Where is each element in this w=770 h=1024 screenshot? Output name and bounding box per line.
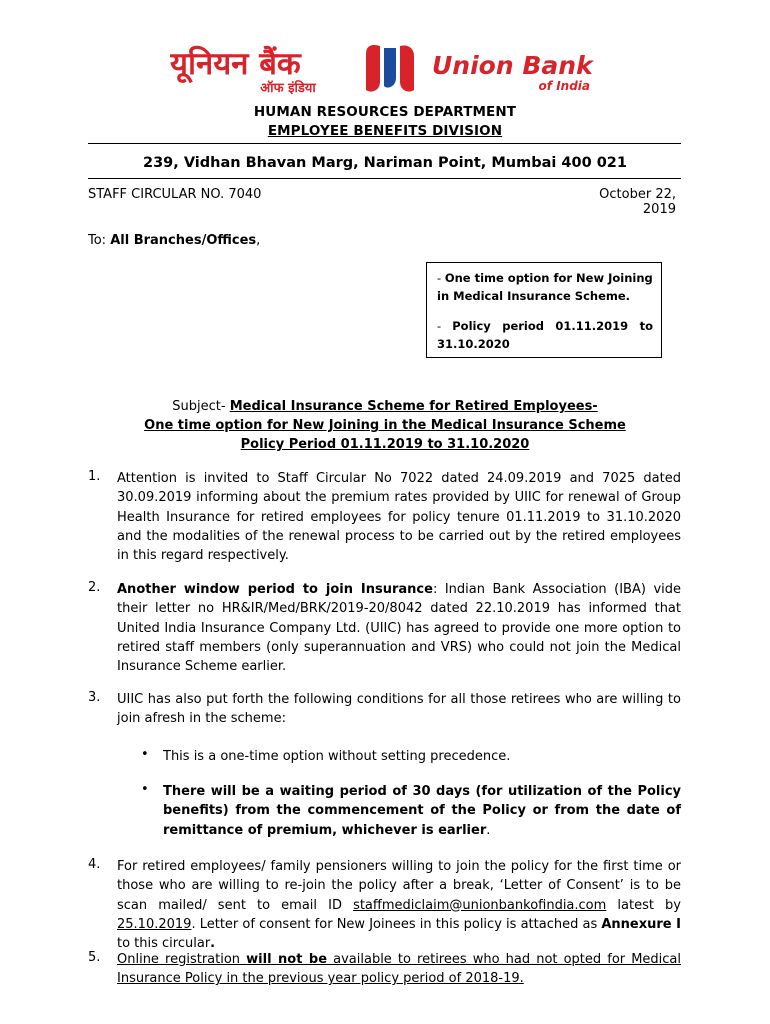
para-3-number: 3. (88, 690, 101, 705)
division-heading: EMPLOYEE BENEFITS DIVISION (267, 123, 503, 139)
bullet-dot-icon: • (141, 782, 149, 797)
to-recipients: All Branches/Offices (110, 233, 257, 248)
para-5-text: Online registration will not be available to retirees who had not opted for Medical Insurance Policy in the previous year policy period of 2018-19. (117, 952, 682, 987)
subject-title: Medical Insurance Scheme for Retired Employees- (229, 399, 598, 414)
subject-label: Subject- (172, 399, 230, 414)
logo-hindi-text: यूनियन बैंक (170, 46, 301, 82)
para-4-text: For retired employees/ family pensioners willing to join the policy for the first time or those who are willing to re-join the policy after a break, ‘Letter of Consent’ is to be scan mailed/ sent to email ID staffmediclaim@unionbankofindia.com latest by 25.10.2019. Letter of consent for New Joinees in this policy is attached as Annexure I to this circular. (117, 859, 681, 952)
address-divider (88, 178, 681, 179)
subject-line-1 (0, 397, 770, 416)
email-link[interactable]: staffmediclaim@unionbankofindia.com (353, 897, 607, 913)
summary-item-2: - Policy period 01.11.2019 to 31.10.2020 (437, 319, 654, 351)
para-2-heading: Another window period to join Insurance (117, 582, 433, 597)
to-suffix: , (256, 233, 261, 248)
annexure-ref: Annexure I (601, 916, 681, 932)
department-heading: HUMAN RESOURCES DEPARTMENT (253, 104, 517, 120)
para-3-bullet-2: There will be a waiting period of 30 days (for utilization of the Policy benefits) from the commencement of the Policy or from the date of remittance of premium, whichever is earlier. (163, 784, 681, 838)
bullet-dot-icon: • (141, 747, 149, 762)
para-3-text: UIIC has also put forth the following conditions for all those retirees who are willing to join afresh in the scheme: (117, 692, 681, 727)
logo-english-text: Union Bank (432, 51, 593, 80)
union-bank-emblem-icon (366, 45, 414, 92)
subject-line-2: One time option for New Joining in the Medical Insurance Scheme (144, 418, 626, 433)
subject-line-3: Policy Period 01.11.2019 to 31.10.2020 (240, 437, 530, 452)
para-3-bullet-1: This is a one-time option without setting precedence. (163, 749, 511, 764)
deadline-date: 25.10.2019 (117, 916, 192, 932)
circular-number: STAFF CIRCULAR NO. 7040 (88, 187, 262, 202)
para-1-number: 1. (88, 469, 101, 484)
summary-box (426, 262, 662, 358)
union-bank-logo (170, 42, 600, 96)
para-1-text: Attention is invited to Staff Circular No 7022 dated 24.09.2019 and 7025 dated 30.09.2019 informing about the premium rates provided by UIIC for renewal of Group Health Insurance for retired employees for policy tenure 01.11.2019 to 31.10.2020 and the modalities of the renewal process to be carried out by the retired employees in this regard respectively. (117, 471, 681, 564)
logo-english-sub: of India (538, 79, 590, 93)
header-divider (88, 143, 681, 144)
logo-hindi-sub: ऑफ इंडिया (260, 81, 316, 96)
circular-date: October 22, 2019 (599, 187, 676, 217)
para-2-number: 2. (88, 580, 101, 595)
para-5-number: 5. (88, 950, 101, 965)
address-line: 239, Vidhan Bhavan Marg, Nariman Point, Mumbai 400 021 (143, 155, 627, 171)
para-4-number: 4. (88, 857, 101, 872)
summary-item-1: - One time option for New Joining in Medical Insurance Scheme. (437, 271, 653, 303)
para-2-text: Another window period to join Insurance: Indian Bank Association (IBA) vide their letter no HR&IR/Med/BRK/2019-20/8042 dated 22.10.2019 has informed that United India Insurance Company Ltd. (UIIC) has agreed to provide one more option to retired staff members (only superannuation and VRS) who could not join the Medical Insurance Scheme earlier. (117, 582, 682, 675)
to-line (88, 233, 260, 248)
to-prefix: To: (88, 233, 111, 248)
para-5-emphasis: will not be (246, 952, 328, 967)
